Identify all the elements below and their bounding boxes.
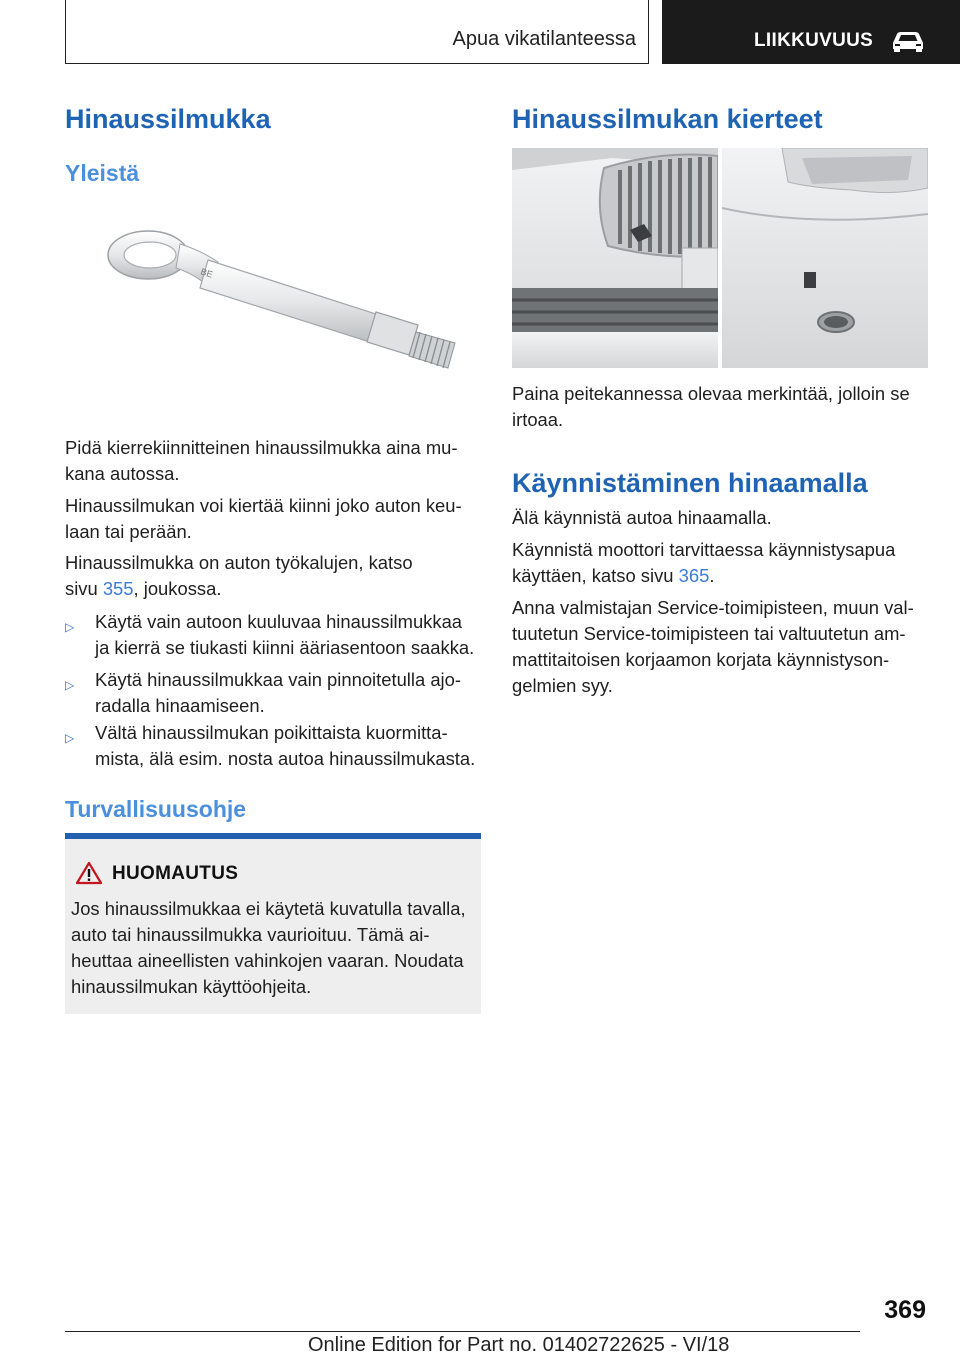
- footer-edition: Online Edition for Part no. 01402722625 - VI/18: [308, 1334, 730, 1356]
- paragraph-no-tow-start: Älä käynnistä autoa hinaamalla.: [512, 507, 772, 528]
- bullet-item: ▷ Käytä vain autoon kuuluvaa hinaussilmukkaa ja kierrä se tiukasti kiinni ääriasentoon saakka.: [65, 609, 485, 661]
- car-icon: [890, 29, 926, 53]
- warning-title: HUOMAUTUS: [112, 863, 239, 884]
- tow-hook-image: [100, 222, 475, 387]
- warning-triangle-icon: [75, 861, 103, 885]
- bullet-triangle-icon: ▷: [65, 731, 75, 745]
- section-heading-general: Yleistä: [65, 160, 140, 186]
- bullet-item: ▷ Vältä hinaussilmukan poikittaista kuormitta- mista, älä esim. nosta autoa hinaussilmukasta.: [65, 720, 485, 772]
- page-title: Hinaussilmukka: [65, 104, 271, 134]
- section-title-tow-start: Käynnistäminen hinaamalla: [512, 468, 868, 498]
- page-link-355[interactable]: 355: [102, 578, 134, 599]
- page-link-365[interactable]: 365: [678, 565, 710, 586]
- section-title-threads: Hinaussilmukan kierteet: [512, 104, 823, 134]
- paragraph-front-or-rear: Hinaussilmukan voi kiertää kiinni joko auton keu- laan tai perään.: [65, 495, 462, 542]
- paragraph-tool-kit: Hinaussilmukka on auton työkalujen, katso sivu 355, joukossa.: [65, 552, 413, 599]
- footer-rule: [65, 1331, 860, 1332]
- page-number: 369: [884, 1296, 926, 1324]
- paragraph-keep-in-car: Pidä kierrekiinnitteinen hinaussilmukka aina mu- kana autossa.: [65, 437, 458, 484]
- header-chapter-label: LIIKKUVUUS: [754, 30, 874, 51]
- header-section-title: Apua vikatilanteessa: [452, 28, 636, 50]
- warning-box: [65, 839, 481, 1014]
- header-chapter-tab: [662, 0, 960, 64]
- bullet-triangle-icon: ▷: [65, 678, 75, 692]
- svg-text:BE: BE: [199, 266, 214, 280]
- bullet-triangle-icon: ▷: [65, 620, 75, 634]
- bumper-cover-image: [512, 148, 928, 368]
- warning-text: Jos hinaussilmukkaa ei käytetä kuvatulla tavalla, auto tai hinaussilmukka vaurioituu. Tämä ai- heuttaa aineellisten vahinkojen vaaran. Noudata hinaussilmukan käyttöohjeita.: [71, 898, 466, 997]
- section-heading-safety: Turvallisuusohje: [65, 796, 247, 822]
- caption-cover: Paina peitekannessa olevaa merkintää, jolloin se irtoaa.: [512, 383, 910, 430]
- paragraph-service: Anna valmistajan Service-toimipisteen, muun val- tuutetun Service-toimipisteen tai valtuutetun am- mattitaitoisen korjaamon korjata käynnistyson- gelmien syy.: [512, 597, 914, 696]
- bullet-item: ▷ Käytä hinaussilmukkaa vain pinnoitetulla ajo- radalla hinaamiseen.: [65, 667, 485, 719]
- paragraph-jump-start: Käynnistä moottori tarvittaessa käynnistysapua käyttäen, katso sivu 365.: [512, 539, 896, 586]
